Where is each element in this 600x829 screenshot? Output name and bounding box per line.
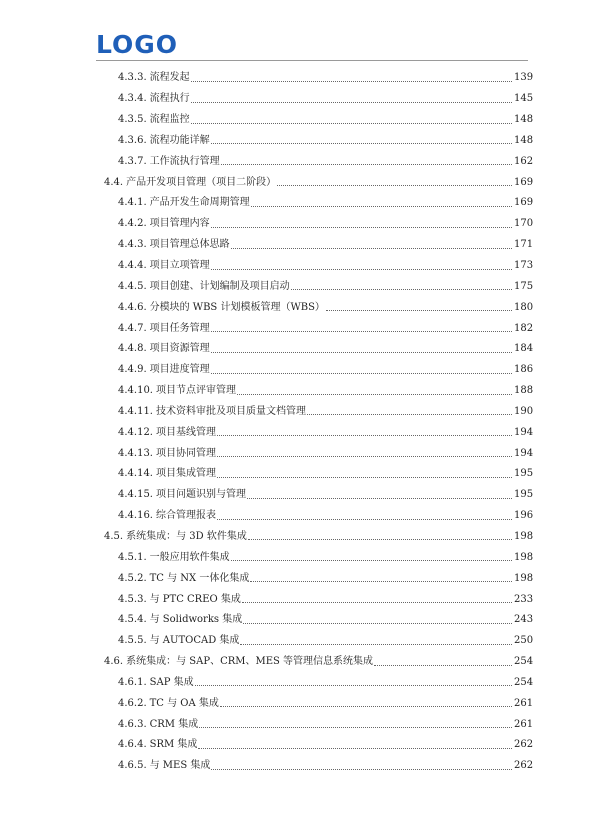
toc-entry[interactable] xyxy=(96,547,534,568)
toc-leader-dots xyxy=(221,164,512,165)
toc-entry[interactable] xyxy=(96,131,534,152)
toc-entry-title: 与 PTC CREO 集成 xyxy=(149,593,241,605)
toc-entry-page: 261 xyxy=(514,718,534,730)
toc-entry[interactable] xyxy=(96,672,534,693)
toc-entry[interactable] xyxy=(96,589,534,610)
toc-entry-page: 145 xyxy=(514,93,534,105)
toc-entry-title: 系统集成：与 SAP、CRM、MES 等管理信息系统集成 xyxy=(126,656,374,668)
toc-entry-number: 4.6.1. xyxy=(118,676,147,688)
table-of-contents xyxy=(96,68,534,777)
toc-entry-title: 与 MES 集成 xyxy=(149,760,211,772)
toc-entry-number: 4.6.5. xyxy=(118,760,147,772)
toc-entry[interactable] xyxy=(96,381,534,402)
toc-entry[interactable] xyxy=(96,214,534,235)
toc-leader-dots xyxy=(326,310,512,311)
toc-leader-dots xyxy=(195,685,512,686)
toc-entry[interactable] xyxy=(96,714,534,735)
toc-leader-dots xyxy=(231,560,512,561)
toc-entry-number: 4.5. xyxy=(104,530,124,542)
toc-entry-page: 195 xyxy=(514,468,534,480)
toc-entry-title: 项目协同管理 xyxy=(156,447,216,459)
toc-entry[interactable] xyxy=(96,68,534,89)
toc-entry[interactable] xyxy=(96,422,534,443)
toc-entry-title: SAP 集成 xyxy=(149,676,194,688)
toc-entry-page: 196 xyxy=(514,510,534,522)
toc-leader-dots xyxy=(307,414,512,415)
toc-entry-title: 系统集成：与 3D 软件集成 xyxy=(126,530,247,542)
toc-entry-number: 4.5.2. xyxy=(118,572,147,584)
toc-entry-title: 项目节点评审管理 xyxy=(156,385,236,397)
toc-entry-number: 4.6.3. xyxy=(118,718,147,730)
toc-entry-title: 技术资料审批及项目质量文档管理 xyxy=(156,405,306,417)
toc-entry-page: 175 xyxy=(514,280,534,292)
toc-entry[interactable] xyxy=(96,360,534,381)
toc-entry-number: 4.3.4. xyxy=(118,93,147,105)
toc-entry[interactable] xyxy=(96,485,534,506)
toc-entry-page: 139 xyxy=(514,72,534,84)
toc-entry-number: 4.6.4. xyxy=(118,739,147,751)
toc-entry[interactable] xyxy=(96,193,534,214)
toc-entry-number: 4.3.3. xyxy=(118,72,147,84)
toc-leader-dots xyxy=(220,706,512,707)
toc-entry-title: 项目基线管理 xyxy=(156,426,216,438)
toc-entry-title: 流程发起 xyxy=(149,72,190,84)
toc-entry-page: 194 xyxy=(514,447,534,459)
toc-entry-title: SRM 集成 xyxy=(149,739,198,751)
toc-leader-dots xyxy=(248,539,512,540)
toc-entry-number: 4.4.9. xyxy=(118,364,147,376)
toc-leader-dots xyxy=(211,143,512,144)
toc-entry-number: 4.4.2. xyxy=(118,218,147,230)
toc-leader-dots xyxy=(211,331,512,332)
toc-leader-dots xyxy=(211,227,512,228)
toc-entry-title: 项目创建、计划编制及项目启动 xyxy=(149,280,290,292)
toc-leader-dots xyxy=(374,665,512,666)
toc-entry-number: 4.5.3. xyxy=(118,593,147,605)
toc-entry-page: 162 xyxy=(514,155,534,167)
toc-entry-title: 项目管理总体思路 xyxy=(149,239,230,251)
toc-entry-number: 4.4.15. xyxy=(118,489,153,501)
toc-entry-title: TC 与 NX 一体化集成 xyxy=(149,572,250,584)
toc-leader-dots xyxy=(217,435,512,436)
toc-entry-number: 4.4.13. xyxy=(118,447,153,459)
toc-entry[interactable] xyxy=(96,568,534,589)
toc-entry-number: 4.6.2. xyxy=(118,697,147,709)
toc-entry-number: 4.5.4. xyxy=(118,614,147,626)
toc-entry-number: 4.4.7. xyxy=(118,322,147,334)
toc-leader-dots xyxy=(277,185,512,186)
toc-entry-title: 流程功能详解 xyxy=(149,134,210,146)
toc-entry-page: 198 xyxy=(514,530,534,542)
toc-entry-page: 188 xyxy=(514,385,534,397)
toc-entry-page: 148 xyxy=(514,134,534,146)
toc-entry-title: 项目任务管理 xyxy=(149,322,210,334)
toc-leader-dots xyxy=(199,727,512,728)
toc-entry-page: 180 xyxy=(514,301,534,313)
toc-leader-dots xyxy=(217,519,512,520)
toc-entry-page: 254 xyxy=(514,676,534,688)
toc-entry-number: 4.5.1. xyxy=(118,551,147,563)
toc-entry-title: 工作流执行管理 xyxy=(149,155,220,167)
toc-entry-page: 250 xyxy=(514,635,534,647)
toc-entry[interactable] xyxy=(96,172,534,193)
header-divider xyxy=(96,60,528,61)
toc-entry[interactable] xyxy=(96,256,534,277)
toc-entry-number: 4.4.14. xyxy=(118,468,153,480)
logo: LOGO xyxy=(96,30,179,59)
toc-entry-number: 4.4.11. xyxy=(118,405,153,417)
toc-entry-number: 4.4.8. xyxy=(118,343,147,355)
toc-leader-dots xyxy=(291,289,512,290)
toc-entry-number: 4.4.12. xyxy=(118,426,153,438)
toc-leader-dots xyxy=(243,623,512,624)
toc-entry-number: 4.4.6. xyxy=(118,301,147,313)
toc-entry-number: 4.3.5. xyxy=(118,114,147,126)
toc-leader-dots xyxy=(250,581,512,582)
toc-entry-number: 4.4.3. xyxy=(118,239,147,251)
toc-leader-dots xyxy=(211,269,512,270)
toc-entry-title: 产品开发生命周期管理 xyxy=(149,197,250,209)
toc-entry-number: 4.4.5. xyxy=(118,280,147,292)
toc-entry-number: 4.3.6. xyxy=(118,134,147,146)
toc-entry-number: 4.4.1. xyxy=(118,197,147,209)
toc-entry-number: 4.4.10. xyxy=(118,385,153,397)
toc-entry-title: 项目进度管理 xyxy=(149,364,210,376)
toc-entry[interactable] xyxy=(96,402,534,423)
toc-entry-number: 4.4.4. xyxy=(118,260,147,272)
toc-entry[interactable] xyxy=(96,693,534,714)
toc-entry-page: 184 xyxy=(514,343,534,355)
toc-entry-title: 流程执行 xyxy=(149,93,190,105)
toc-leader-dots xyxy=(211,373,512,374)
toc-entry-title: TC 与 OA 集成 xyxy=(149,697,219,709)
toc-leader-dots xyxy=(191,81,512,82)
toc-entry-title: 项目管理内容 xyxy=(149,218,210,230)
toc-leader-dots xyxy=(191,123,512,124)
toc-entry-number: 4.6. xyxy=(104,656,124,668)
toc-entry-page: 169 xyxy=(514,176,534,188)
toc-entry[interactable] xyxy=(96,464,534,485)
toc-entry[interactable] xyxy=(96,110,534,131)
toc-entry[interactable] xyxy=(96,235,534,256)
toc-entry-page: 243 xyxy=(514,614,534,626)
toc-entry[interactable] xyxy=(96,443,534,464)
toc-entry-title: 综合管理报表 xyxy=(156,510,216,522)
toc-leader-dots xyxy=(242,602,512,603)
toc-entry-page: 194 xyxy=(514,426,534,438)
toc-entry-title: 项目问题识别与管理 xyxy=(156,489,246,501)
toc-entry-page: 170 xyxy=(514,218,534,230)
toc-entry-page: 233 xyxy=(514,593,534,605)
toc-entry-title: 流程监控 xyxy=(149,114,190,126)
toc-entry[interactable] xyxy=(96,151,534,172)
toc-entry-page: 148 xyxy=(514,114,534,126)
toc-entry-title: 分模块的 WBS 计划模板管理（WBS） xyxy=(149,301,325,313)
toc-leader-dots xyxy=(217,456,512,457)
toc-leader-dots xyxy=(237,394,512,395)
toc-entry-title: 一般应用软件集成 xyxy=(149,551,230,563)
toc-entry-page: 169 xyxy=(514,197,534,209)
toc-entry[interactable] xyxy=(96,610,534,631)
toc-entry-page: 171 xyxy=(514,239,534,251)
toc-entry[interactable] xyxy=(96,318,534,339)
toc-entry-page: 195 xyxy=(514,489,534,501)
toc-entry[interactable] xyxy=(96,506,534,527)
toc-leader-dots xyxy=(191,102,512,103)
toc-entry-page: 198 xyxy=(514,572,534,584)
toc-entry-page: 186 xyxy=(514,364,534,376)
toc-entry[interactable] xyxy=(96,276,534,297)
toc-entry[interactable] xyxy=(96,297,534,318)
toc-leader-dots xyxy=(211,769,512,770)
toc-entry-number: 4.5.5. xyxy=(118,635,147,647)
toc-entry[interactable] xyxy=(96,527,534,548)
toc-entry-page: 262 xyxy=(514,760,534,772)
toc-leader-dots xyxy=(240,644,512,645)
toc-entry[interactable] xyxy=(96,339,534,360)
toc-leader-dots xyxy=(217,477,512,478)
toc-entry[interactable] xyxy=(96,89,534,110)
toc-entry-page: 173 xyxy=(514,260,534,272)
toc-entry[interactable] xyxy=(96,631,534,652)
toc-entry[interactable] xyxy=(96,735,534,756)
toc-leader-dots xyxy=(251,206,512,207)
toc-leader-dots xyxy=(231,248,512,249)
toc-entry-title: 与 Solidworks 集成 xyxy=(149,614,243,626)
toc-entry-number: 4.4.16. xyxy=(118,510,153,522)
toc-entry-title: 项目集成管理 xyxy=(156,468,216,480)
toc-leader-dots xyxy=(247,498,512,499)
toc-entry-number: 4.4. xyxy=(104,176,124,188)
toc-entry-page: 262 xyxy=(514,739,534,751)
toc-entry-page: 254 xyxy=(514,656,534,668)
toc-entry-page: 190 xyxy=(514,405,534,417)
toc-entry-title: 项目立项管理 xyxy=(149,260,210,272)
toc-entry-title: 与 AUTOCAD 集成 xyxy=(149,635,240,647)
toc-leader-dots xyxy=(211,352,512,353)
toc-entry-title: 产品开发项目管理（项目二阶段） xyxy=(126,176,277,188)
toc-entry-title: CRM 集成 xyxy=(149,718,199,730)
toc-entry[interactable] xyxy=(96,756,534,777)
toc-entry-number: 4.3.7. xyxy=(118,155,147,167)
toc-leader-dots xyxy=(198,748,512,749)
toc-entry-page: 261 xyxy=(514,697,534,709)
toc-entry[interactable] xyxy=(96,652,534,673)
toc-entry-page: 198 xyxy=(514,551,534,563)
toc-entry-title: 项目资源管理 xyxy=(149,343,210,355)
toc-entry-page: 182 xyxy=(514,322,534,334)
